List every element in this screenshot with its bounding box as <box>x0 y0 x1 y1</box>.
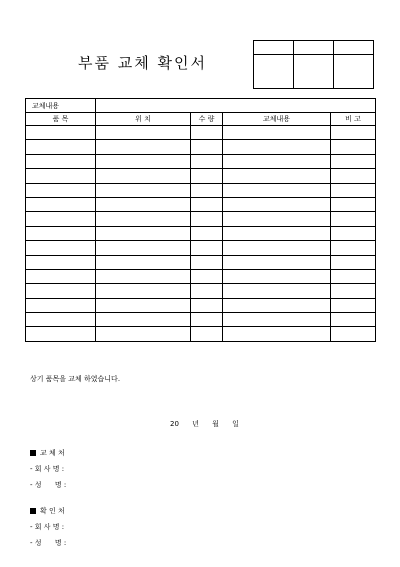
table-cell[interactable] <box>223 197 331 211</box>
table-cell[interactable] <box>331 154 376 168</box>
table-cell[interactable] <box>96 126 191 140</box>
table-cell[interactable] <box>223 241 331 255</box>
table-cell[interactable] <box>96 255 191 269</box>
table-cell[interactable] <box>223 327 331 341</box>
table-row <box>26 298 376 312</box>
table-cell[interactable] <box>331 241 376 255</box>
table-row <box>26 140 376 154</box>
table-row <box>26 226 376 240</box>
table-cell[interactable] <box>96 197 191 211</box>
table-cell[interactable] <box>331 284 376 298</box>
table-cell[interactable] <box>191 126 223 140</box>
square-bullet-icon <box>30 508 36 514</box>
table-cell[interactable] <box>331 183 376 197</box>
approval-head-cell[interactable] <box>334 41 374 55</box>
approval-sign-cell[interactable] <box>334 55 374 89</box>
table-row <box>26 269 376 283</box>
table-cell[interactable] <box>331 313 376 327</box>
table-cell[interactable] <box>191 197 223 211</box>
table-row <box>26 284 376 298</box>
table-row <box>26 169 376 183</box>
table-cell[interactable] <box>331 169 376 183</box>
table-cell[interactable] <box>96 269 191 283</box>
table-row <box>26 126 376 140</box>
table-header-row <box>26 113 376 126</box>
table-row <box>26 313 376 327</box>
table-cell[interactable] <box>26 154 96 168</box>
table-cell[interactable] <box>26 313 96 327</box>
section-label: 교체내용 <box>26 99 96 113</box>
table-cell[interactable] <box>331 126 376 140</box>
table-cell[interactable] <box>96 226 191 240</box>
table-cell[interactable] <box>223 226 331 240</box>
table-cell[interactable] <box>223 183 331 197</box>
date-month: 월 <box>212 420 219 428</box>
table-cell[interactable] <box>331 269 376 283</box>
table-cell[interactable] <box>26 284 96 298</box>
table-body <box>26 126 376 342</box>
table-cell[interactable] <box>96 327 191 341</box>
confirmer-section <box>30 503 66 551</box>
replacer-heading: 교 체 처 <box>40 449 65 457</box>
date-year: 년 <box>192 420 199 428</box>
table-cell[interactable] <box>191 241 223 255</box>
table-cell[interactable] <box>191 183 223 197</box>
approval-head-cell[interactable] <box>294 41 334 55</box>
section-label-fill <box>96 99 376 113</box>
table-cell[interactable] <box>191 226 223 240</box>
confirmer-company: - 회 사 명 : <box>30 523 65 531</box>
table-cell[interactable] <box>331 327 376 341</box>
column-header-location: 위 치 <box>96 113 191 126</box>
replacement-table <box>25 98 376 342</box>
approval-head-cell[interactable] <box>254 41 294 55</box>
table-cell[interactable] <box>26 183 96 197</box>
confirmation-note: 상기 품목을 교체 하였습니다. <box>30 375 121 383</box>
table-cell[interactable] <box>191 313 223 327</box>
table-cell[interactable] <box>331 140 376 154</box>
table-cell[interactable] <box>191 169 223 183</box>
table-cell[interactable] <box>26 169 96 183</box>
table-cell[interactable] <box>26 327 96 341</box>
table-cell[interactable] <box>96 212 191 226</box>
replacer-section <box>30 445 66 493</box>
column-header-details: 교체내용 <box>223 113 331 126</box>
table-cell[interactable] <box>191 327 223 341</box>
table-cell[interactable] <box>96 284 191 298</box>
table-cell[interactable] <box>331 212 376 226</box>
table-cell[interactable] <box>96 183 191 197</box>
date-day: 일 <box>232 420 239 428</box>
table-cell[interactable] <box>26 298 96 312</box>
table-cell[interactable] <box>26 126 96 140</box>
table-cell[interactable] <box>223 140 331 154</box>
table-row <box>26 327 376 341</box>
table-cell[interactable] <box>96 169 191 183</box>
table-cell[interactable] <box>223 154 331 168</box>
table-cell[interactable] <box>223 313 331 327</box>
table-cell[interactable] <box>96 241 191 255</box>
date-year-prefix: 20 <box>170 420 179 428</box>
table-row <box>26 255 376 269</box>
date-line <box>170 419 246 429</box>
table-row <box>26 212 376 226</box>
table-cell[interactable] <box>191 255 223 269</box>
confirmer-name: - 성 명 : <box>30 539 67 547</box>
table-cell[interactable] <box>191 284 223 298</box>
table-cell[interactable] <box>26 197 96 211</box>
table-cell[interactable] <box>26 140 96 154</box>
replacer-name: - 성 명 : <box>30 481 67 489</box>
table-cell[interactable] <box>26 241 96 255</box>
table-cell[interactable] <box>191 140 223 154</box>
square-bullet-icon <box>30 450 36 456</box>
table-cell[interactable] <box>223 169 331 183</box>
table-cell[interactable] <box>191 269 223 283</box>
table-cell[interactable] <box>331 298 376 312</box>
table-cell[interactable] <box>26 269 96 283</box>
table-cell[interactable] <box>223 269 331 283</box>
table-cell[interactable] <box>96 298 191 312</box>
table-cell[interactable] <box>96 313 191 327</box>
approval-sign-cell[interactable] <box>294 55 334 89</box>
table-cell[interactable] <box>331 226 376 240</box>
table-cell[interactable] <box>96 140 191 154</box>
table-row <box>26 241 376 255</box>
table-row <box>26 197 376 211</box>
table-row <box>26 183 376 197</box>
table-cell[interactable] <box>96 154 191 168</box>
table-cell[interactable] <box>331 197 376 211</box>
table-cell[interactable] <box>191 212 223 226</box>
column-header-item: 품 목 <box>26 113 96 126</box>
column-header-quantity: 수 량 <box>191 113 223 126</box>
table-cell[interactable] <box>223 255 331 269</box>
table-cell[interactable] <box>223 298 331 312</box>
table-cell[interactable] <box>191 154 223 168</box>
table-cell[interactable] <box>26 212 96 226</box>
approval-box <box>253 40 374 89</box>
table-cell[interactable] <box>331 255 376 269</box>
column-header-remarks: 비 고 <box>331 113 376 126</box>
table-cell[interactable] <box>223 212 331 226</box>
replacer-company: - 회 사 명 : <box>30 465 65 473</box>
confirmer-heading: 확 인 처 <box>40 507 65 515</box>
table-cell[interactable] <box>223 284 331 298</box>
table-cell[interactable] <box>191 298 223 312</box>
table-cell[interactable] <box>26 255 96 269</box>
table-cell[interactable] <box>26 226 96 240</box>
table-cell[interactable] <box>223 126 331 140</box>
document-title: 부품 교체 확인서 <box>78 54 207 72</box>
table-row <box>26 154 376 168</box>
approval-sign-cell[interactable] <box>254 55 294 89</box>
